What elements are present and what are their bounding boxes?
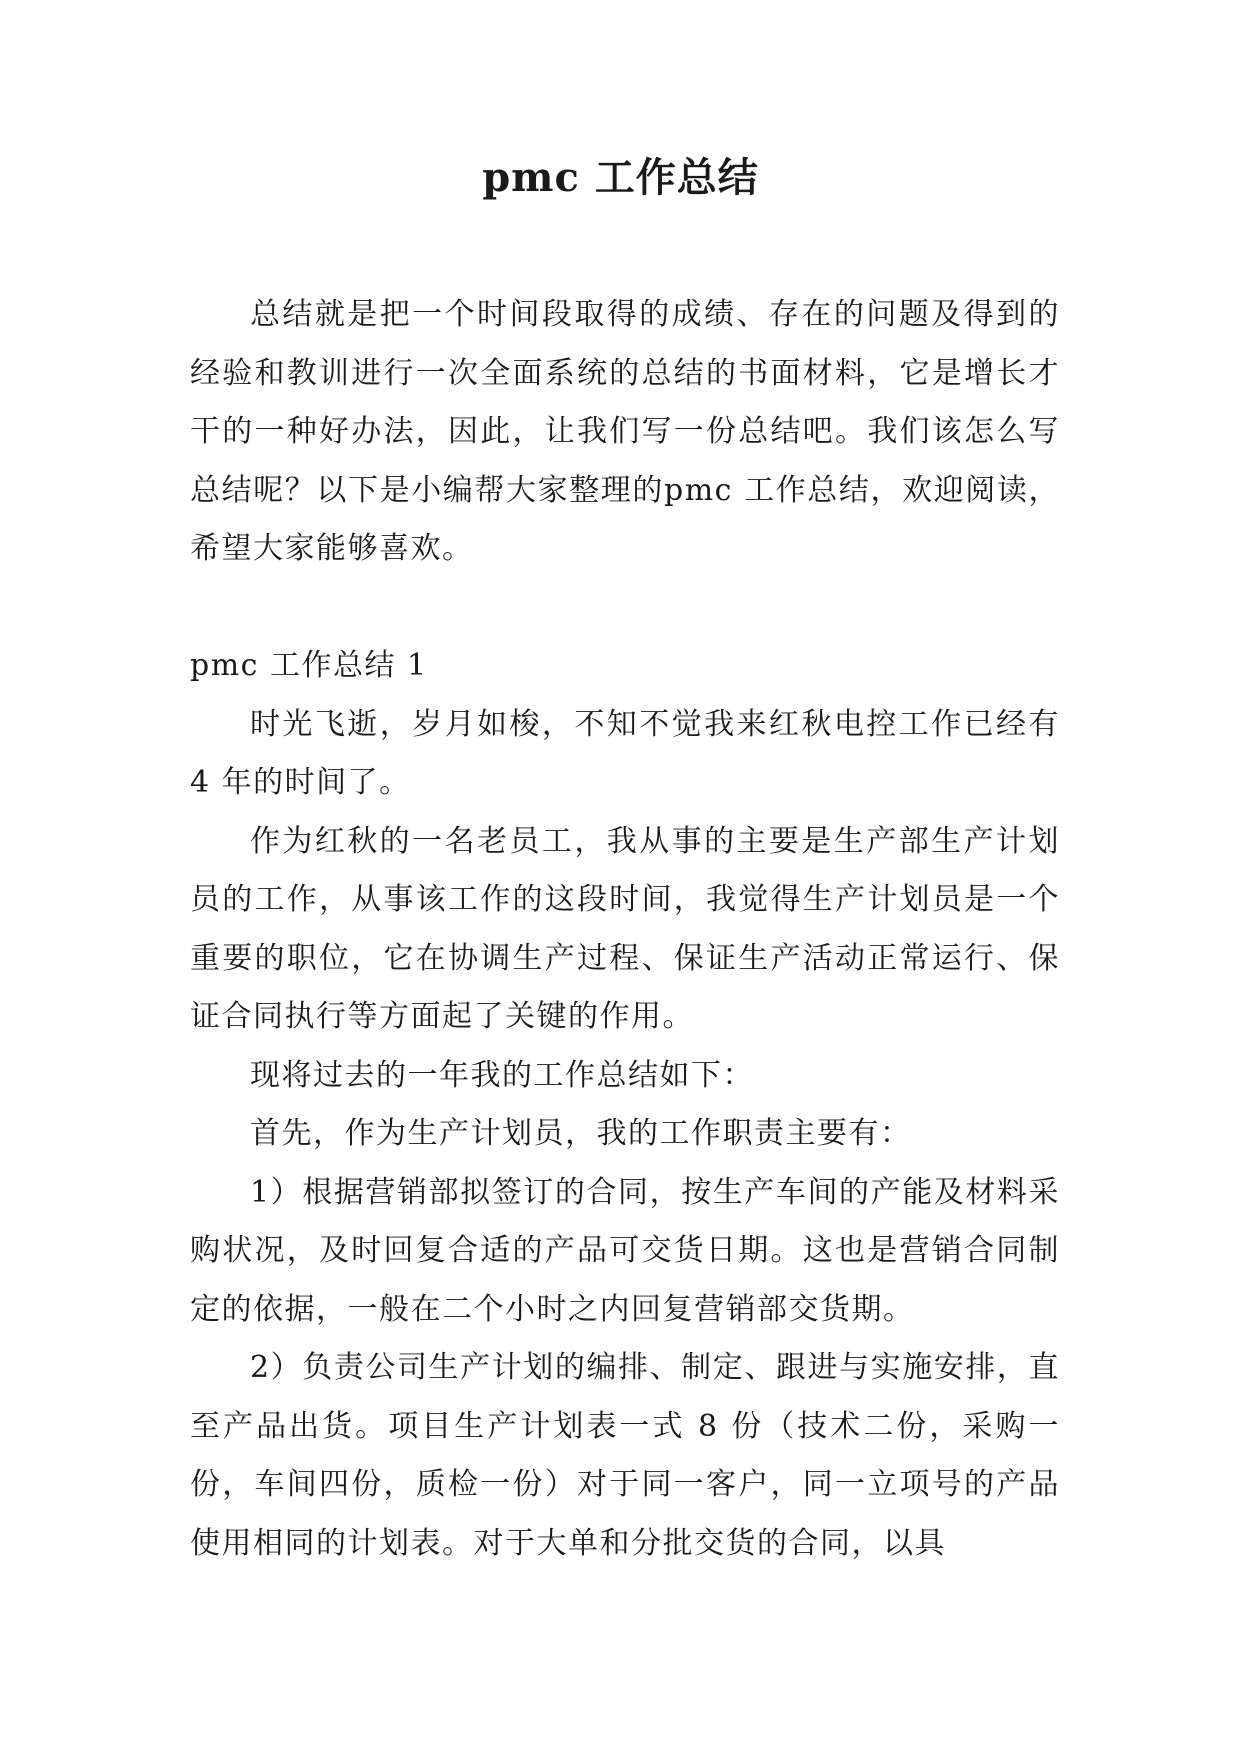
intro-paragraph: 总结就是把一个时间段取得的成绩、存在的问题及得到的经验和教训进行一次全面系统的总结的书面材料，它是增长才干的一种好办法，因此，让我们写一份总结吧。我们该怎么写总结呢？以下是小编帮大家整理的pmc 工作总结，欢迎阅读，希望大家能够喜欢。	[190, 297, 1060, 566]
body-paragraph: 作为红秋的一名老员工，我从事的主要是生产部生产计划员的工作，从事该工作的这段时间，我觉得生产计划员是一个重要的职位，它在协调生产过程、保证生产活动正常运行、保证合同执行等方面起了关键的作用。	[190, 823, 1060, 1034]
body-paragraph: 现将过去的一年我的工作总结如下：	[250, 1057, 754, 1093]
body-paragraph: 首先，作为生产计划员，我的工作职责主要有：	[250, 1116, 912, 1151]
body-paragraph: 2）负责公司生产计划的编排、制定、跟进与实施安排，直至产品出货。项目生产计划表一式 8 份（技术二份，采购一份，车间四份，质检一份）对于同一客户，同一立项号的产品使用相同的计划表。对于大单和分批交货的合同，以具	[190, 1350, 1060, 1561]
body-paragraph: 时光飞逝，岁月如梭，不知不觉我来红秋电控工作已经有 4 年的时间了。	[190, 706, 1060, 800]
section-heading: pmc 工作总结 1	[190, 648, 428, 683]
body-paragraph: 1）根据营销部拟签订的合同，按生产车间的产能及材料采购状况，及时回复合适的产品可交货日期。这也是营销合同制定的依据，一般在二个小时之内回复营销部交货期。	[190, 1174, 1060, 1327]
document-title: pmc 工作总结	[482, 154, 759, 201]
paragraph-spacer	[190, 579, 1060, 638]
document-body	[190, 286, 1060, 1573]
